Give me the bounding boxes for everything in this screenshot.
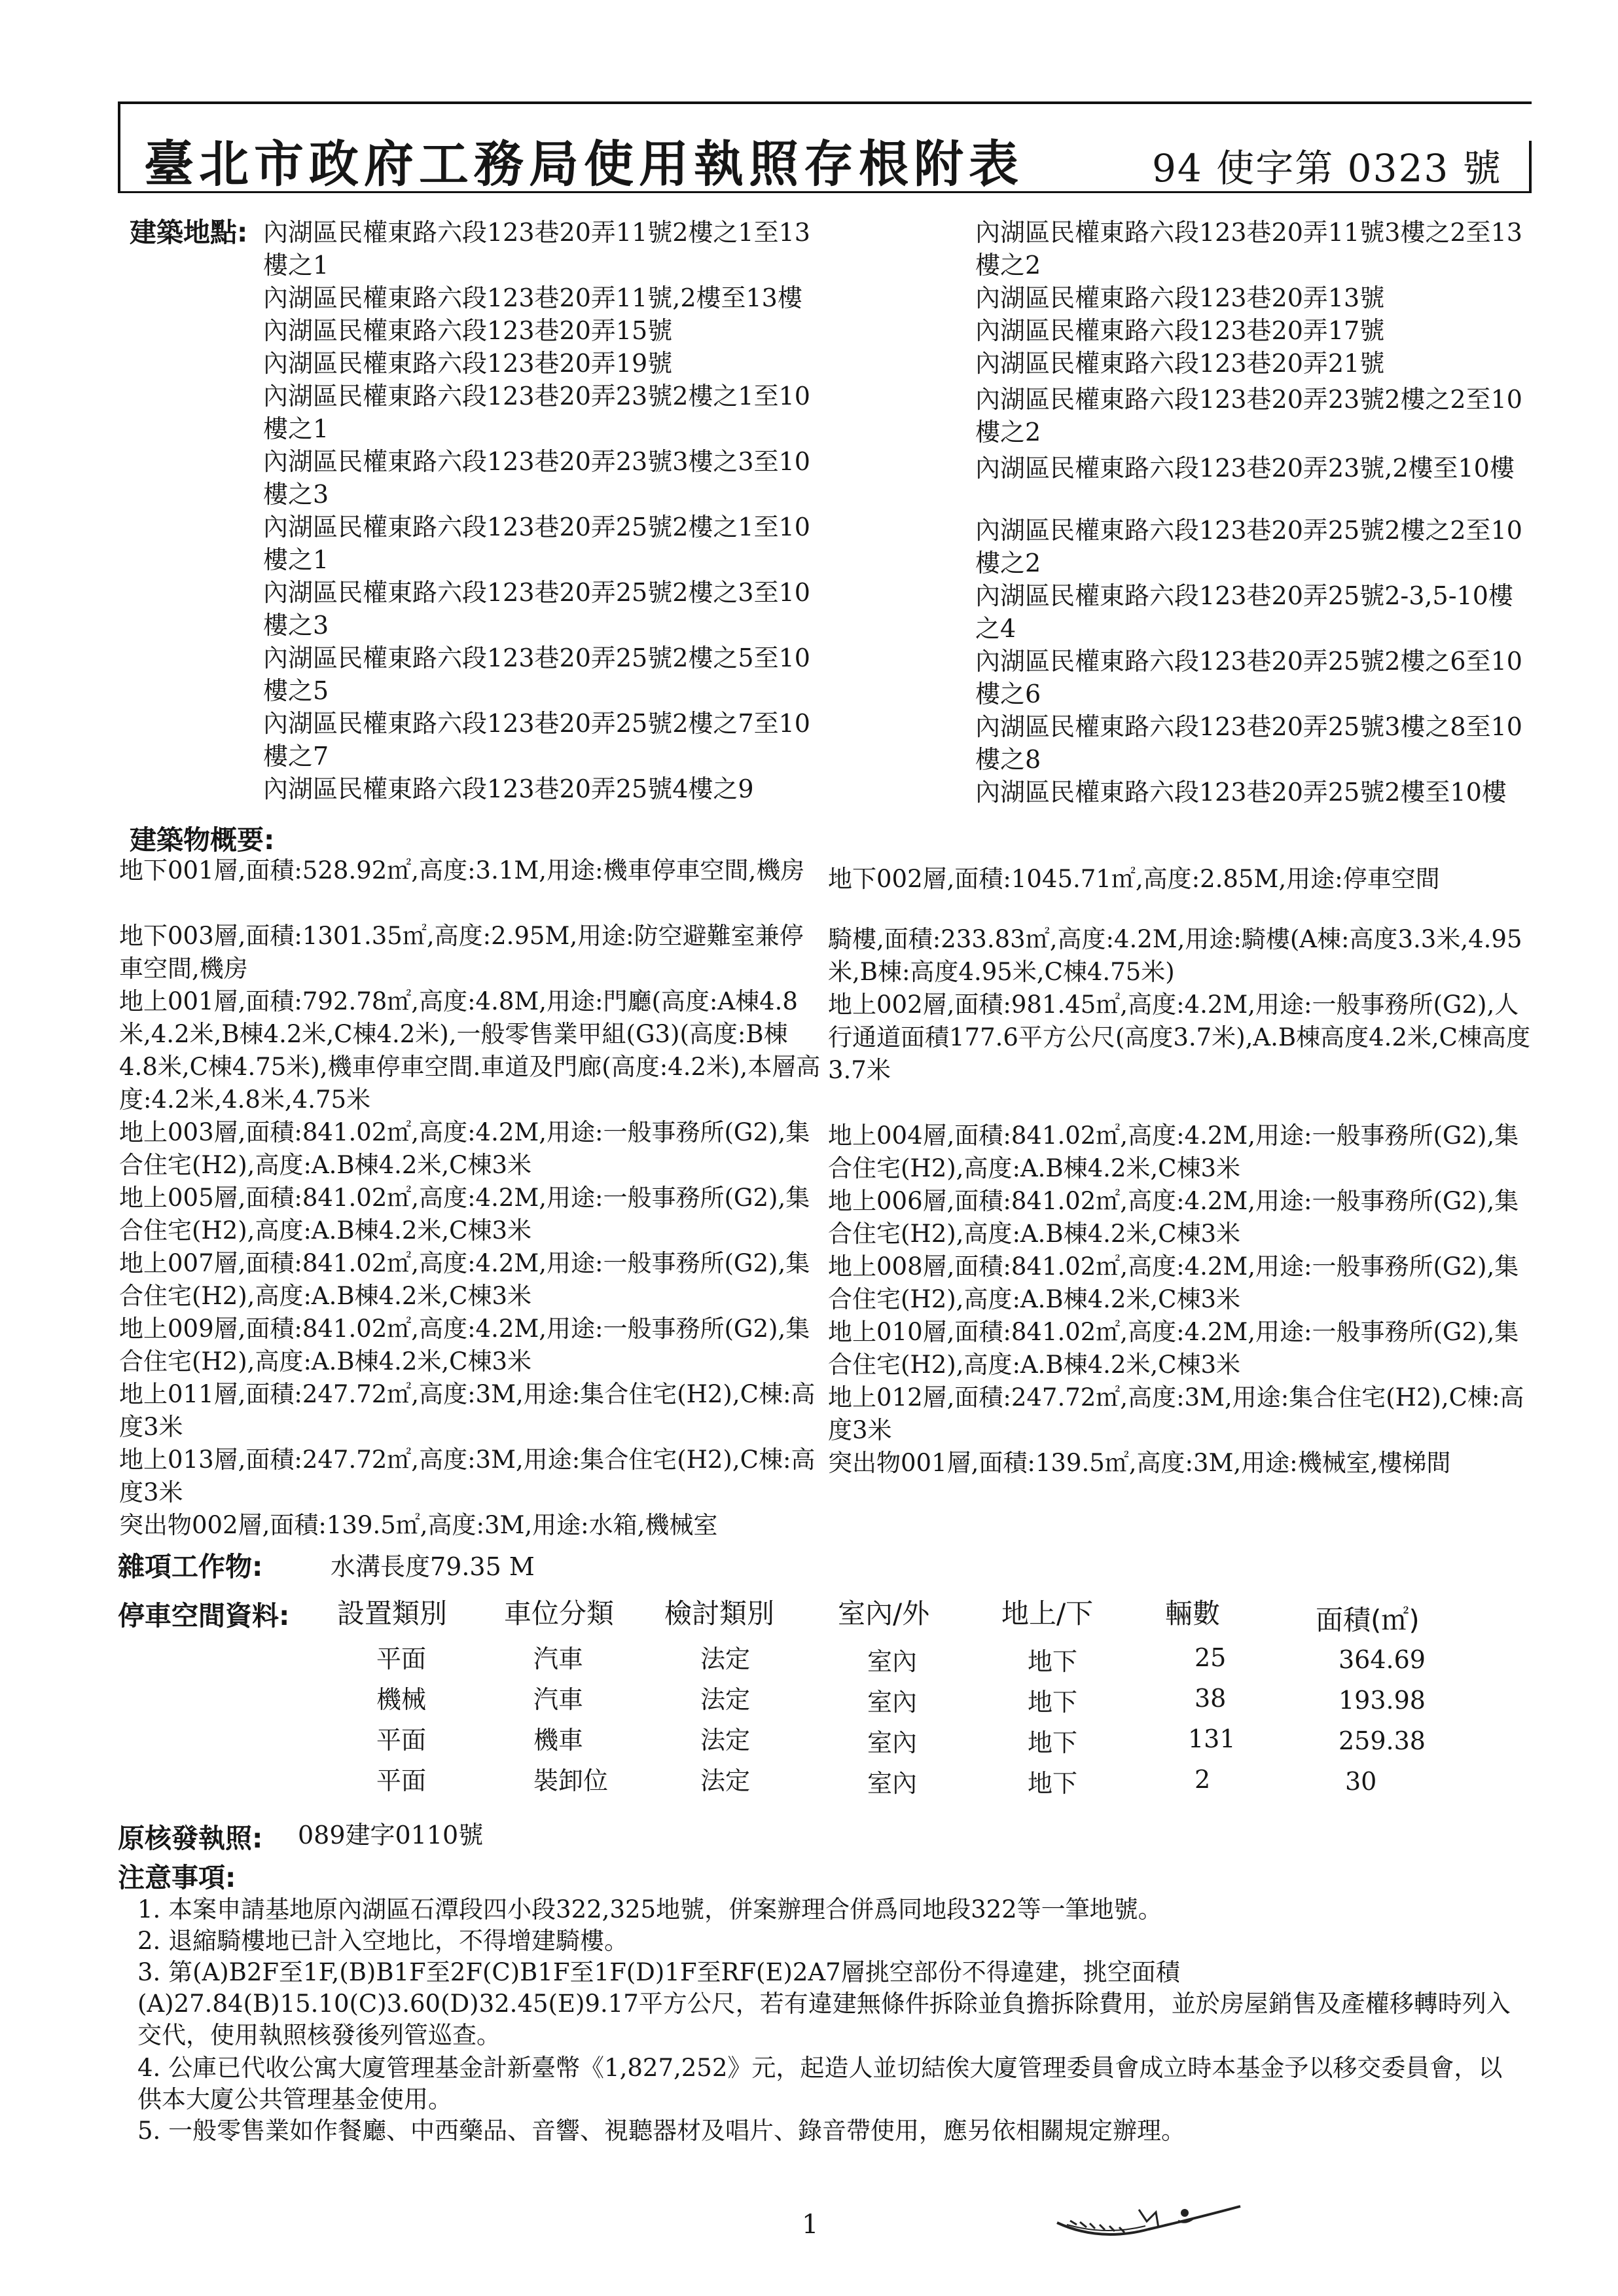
parking-header-class: 車位分類: [504, 1597, 615, 1630]
parking-header-review: 檢討類別: [664, 1597, 775, 1630]
site-address: 內湖區民權東路六段123巷20弄11號3樓之2至13樓之2: [975, 218, 1522, 280]
original-license-value: 089建字0110號: [298, 1821, 484, 1850]
parking-cell: 法定: [700, 1766, 751, 1795]
floor-entry: 地上006層,面積:841.02㎡,高度:4.2M,用途:一般事務所(G2),集合住宅(H2),高度:A.B棟4.2米,C棟3米: [828, 1187, 1519, 1248]
note-item: 3. 第(A)B2F至1F,(B)B1F至2F(C)B1F至1F(D)1F至RF(E)2A7層挑空部份不得違建，挑空面積(A)27.84(B)15.10(C)3.60(D)32.45(E)9.17平方公尺，若有違建無條件拆除並負擔拆除費用，並於房屋銷售及產權移轉時列入交代，使用執照核發後列管巡查。: [137, 1958, 1511, 2049]
parking-cell: 30: [1345, 1767, 1377, 1796]
misc-label: 雜項工作物:: [118, 1551, 263, 1582]
note-item: 5. 一般零售業如作餐廳、中西藥品、音響、視聽器材及唱片、錄音帶使用，應另依相關規定辦理。: [137, 2117, 1186, 2145]
site-address: 內湖區民權東路六段123巷20弄25號2-3,5-10樓之4: [975, 581, 1513, 643]
site-address: 內湖區民權東路六段123巷20弄23號2樓之2至10樓之2: [975, 385, 1522, 446]
floor-entry: 地上009層,面積:841.02㎡,高度:4.2M,用途:一般事務所(G2),集合住宅(H2),高度:A.B棟4.2米,C棟3米: [119, 1315, 810, 1376]
original-license-label: 原核發執照:: [118, 1823, 263, 1854]
parking-cell: 室內: [867, 1647, 918, 1676]
note-item: 4. 公庫已代收公寓大廈管理基金計新臺幣《1,827,252》元，起造人並切結俟大廈管理委員會成立時本基金予以移交委員會，以供本大廈公共管理基金使用。: [137, 2054, 1503, 2113]
site-address: 內湖區民權東路六段123巷20弄23號,2樓至10樓: [975, 454, 1515, 483]
floor-entry: 地上008層,面積:841.02㎡,高度:4.2M,用途:一般事務所(G2),集合住宅(H2),高度:A.B棟4.2米,C棟3米: [828, 1252, 1519, 1313]
parking-header-level: 地上/下: [1001, 1597, 1094, 1630]
site-address: 內湖區民權東路六段123巷20弄13號: [975, 283, 1385, 312]
floor-entry: 地上012層,面積:247.72㎡,高度:3M,用途:集合住宅(H2),C棟:高度3米: [828, 1383, 1524, 1444]
site-address: 內湖區民權東路六段123巷20弄21號: [975, 349, 1385, 378]
parking-cell: 法定: [700, 1645, 751, 1673]
floor-entry: 地下002層,面積:1045.71㎡,高度:2.85M,用途:停車空間: [828, 865, 1440, 893]
parking-cell: 25: [1195, 1643, 1227, 1672]
parking-cell: 地下: [1028, 1769, 1078, 1798]
parking-cell: 2: [1195, 1765, 1211, 1794]
parking-cell: 259.38: [1339, 1726, 1426, 1755]
parking-cell: 裝卸位: [533, 1766, 609, 1795]
header-left-rule: [118, 101, 120, 193]
floor-entry: 地上001層,面積:792.78㎡,高度:4.8M,用途:門廳(高度:A棟4.8米,4.2米,B棟4.2米,C棟4.2米),一般零售業甲組(G3)(高度:B棟4.8米,C棟4.75米),機車停車空間.車道及門廊(高度:4.2米),本層高度:4.2米,4.8米,4.75米: [119, 987, 821, 1114]
site-address: 內湖區民權東路六段123巷20弄15號: [263, 316, 673, 345]
parking-cell: 室內: [867, 1728, 918, 1757]
parking-cell: 38: [1195, 1684, 1227, 1713]
document-title: 臺北市政府工務局使用執照存根附表: [144, 135, 1024, 193]
site-address: 內湖區民權東路六段123巷20弄25號4樓之9: [263, 774, 754, 803]
parking-cell: 地下: [1028, 1647, 1078, 1676]
note-item: 1. 本案申請基地原內湖區石潭段四小段322,325地號，併案辦理合併爲同地段322等一筆地號。: [137, 1895, 1162, 1923]
floor-entry: 地上003層,面積:841.02㎡,高度:4.2M,用途:一般事務所(G2),集合住宅(H2),高度:A.B棟4.2米,C棟3米: [119, 1118, 810, 1179]
site-label: 建築地點:: [130, 217, 248, 248]
parking-cell: 地下: [1028, 1728, 1078, 1757]
parking-header-type: 設置類別: [337, 1597, 448, 1630]
site-address: 內湖區民權東路六段123巷20弄19號: [263, 349, 673, 378]
page-number: 1: [802, 2210, 819, 2240]
parking-cell: 汽車: [533, 1645, 584, 1673]
floor-entry: 地上011層,面積:247.72㎡,高度:3M,用途:集合住宅(H2),C棟:高度3米: [119, 1380, 816, 1441]
floor-entry: 地上013層,面積:247.72㎡,高度:3M,用途:集合住宅(H2),C棟:高度3米: [119, 1446, 816, 1506]
parking-cell: 機械: [376, 1685, 427, 1714]
parking-cell: 平面: [376, 1766, 427, 1795]
parking-cell: 室內: [867, 1688, 918, 1717]
floor-entry: 地下003層,面積:1301.35㎡,高度:2.95M,用途:防空避難室兼停車空間,機房: [119, 922, 804, 983]
site-address: 內湖區民權東路六段123巷20弄25號2樓之1至10樓之1: [263, 513, 810, 574]
parking-cell: 平面: [376, 1645, 427, 1673]
parking-cell: 364.69: [1339, 1645, 1426, 1674]
parking-cell: 131: [1188, 1724, 1236, 1753]
parking-header-count: 輛數: [1165, 1597, 1221, 1630]
parking-cell: 室內: [867, 1769, 918, 1798]
site-address: 內湖區民權東路六段123巷20弄11號,2樓至13樓: [263, 283, 802, 312]
floor-entry: 地上007層,面積:841.02㎡,高度:4.2M,用途:一般事務所(G2),集合住宅(H2),高度:A.B棟4.2米,C棟3米: [119, 1249, 810, 1310]
site-address: 內湖區民權東路六段123巷20弄25號2樓之3至10樓之3: [263, 578, 810, 640]
parking-cell: 機車: [533, 1726, 584, 1755]
parking-header-indoor: 室內/外: [838, 1597, 930, 1630]
header-top-rule: [118, 101, 1532, 104]
floor-entry: 突出物002層,面積:139.5㎡,高度:3M,用途:水箱,機械室: [119, 1511, 718, 1539]
site-address: 內湖區民權東路六段123巷20弄23號3樓之3至10樓之3: [263, 447, 810, 509]
floor-entry: 地上004層,面積:841.02㎡,高度:4.2M,用途:一般事務所(G2),集合住宅(H2),高度:A.B棟4.2米,C棟3米: [828, 1121, 1519, 1182]
site-address: 內湖區民權東路六段123巷20弄25號2樓之2至10樓之2: [975, 516, 1522, 577]
parking-header-area: 面積(㎡): [1316, 1604, 1420, 1636]
site-address: 內湖區民權東路六段123巷20弄25號2樓之5至10樓之5: [263, 644, 810, 705]
header-right-rule: [1529, 141, 1532, 193]
misc-value: 水溝長度79.35 M: [331, 1552, 535, 1581]
parking-cell: 193.98: [1339, 1686, 1426, 1715]
parking-cell: 平面: [376, 1726, 427, 1755]
site-address: 內湖區民權東路六段123巷20弄25號3樓之8至10樓之8: [975, 712, 1522, 774]
parking-label: 停車空間資料:: [118, 1600, 290, 1631]
site-address: 內湖區民權東路六段123巷20弄23號2樓之1至10樓之1: [263, 382, 810, 443]
floor-entry: 騎樓,面積:233.83㎡,高度:4.2M,用途:騎樓(A棟:高度3.3米,4.95米,B棟:高度4.95米,C棟4.75米): [828, 925, 1522, 986]
parking-cell: 法定: [700, 1685, 751, 1714]
overview-label: 建築物概要:: [130, 824, 275, 856]
floor-entry: 地上005層,面積:841.02㎡,高度:4.2M,用途:一般事務所(G2),集合住宅(H2),高度:A.B棟4.2米,C棟3米: [119, 1184, 810, 1245]
site-address: 內湖區民權東路六段123巷20弄25號2樓之7至10樓之7: [263, 709, 810, 771]
floor-entry: 地上010層,面積:841.02㎡,高度:4.2M,用途:一般事務所(G2),集合住宅(H2),高度:A.B棟4.2米,C棟3米: [828, 1318, 1519, 1379]
permit-number: 94 使字第 0323 號: [1152, 146, 1502, 191]
site-address: 內湖區民權東路六段123巷20弄25號2樓至10樓: [975, 778, 1507, 807]
site-address: 內湖區民權東路六段123巷20弄11號2樓之1至13樓之1: [263, 218, 810, 280]
stamp-mark-icon: [1054, 2193, 1244, 2252]
floor-entry: 突出物001層,面積:139.5㎡,高度:3M,用途:機械室,樓梯間: [828, 1449, 1451, 1477]
notes-label: 注意事項:: [118, 1862, 236, 1893]
parking-cell: 地下: [1028, 1688, 1078, 1717]
parking-cell: 汽車: [533, 1685, 584, 1714]
note-item: 2. 退縮騎樓地已計入空地比，不得增建騎樓。: [137, 1927, 629, 1955]
site-address: 內湖區民權東路六段123巷20弄25號2樓之6至10樓之6: [975, 647, 1522, 708]
site-address: 內湖區民權東路六段123巷20弄17號: [975, 316, 1385, 345]
parking-cell: 法定: [700, 1726, 751, 1755]
floor-entry: 地上002層,面積:981.45㎡,高度:4.2M,用途:一般事務所(G2),人行通道面積177.6平方公尺(高度3.7米),A.B棟高度4.2米,C棟高度3.7米: [828, 991, 1530, 1084]
floor-entry: 地下001層,面積:528.92㎡,高度:3.1M,用途:機車停車空間,機房: [119, 856, 805, 884]
